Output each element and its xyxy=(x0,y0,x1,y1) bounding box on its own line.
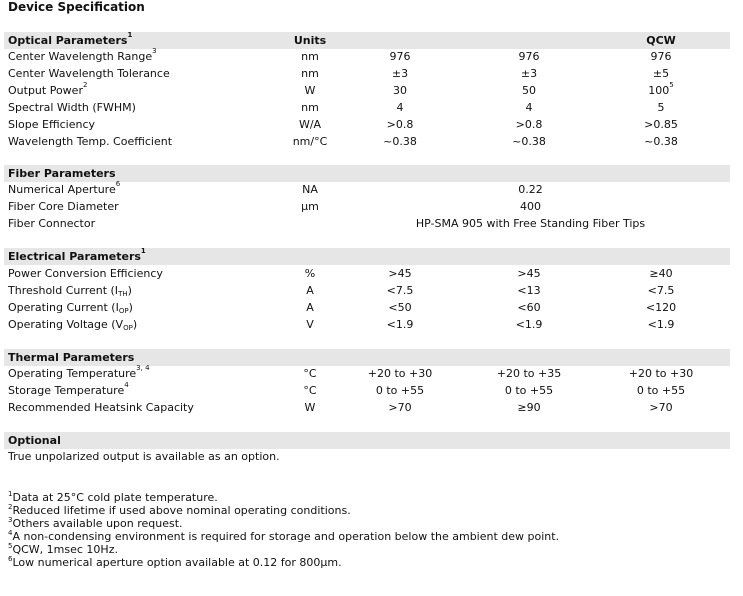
row-label xyxy=(8,116,95,133)
footnote xyxy=(8,530,559,543)
value-sup: 5 xyxy=(669,81,674,89)
row-label-text: Center Wavelength Range xyxy=(8,50,153,63)
row-label-text: Output Power xyxy=(8,84,83,97)
row-label-text: Recommended Heatsink Capacity xyxy=(8,401,194,414)
footnote-text: QCW, 1msec 10Hz. xyxy=(12,543,118,556)
value-cell: <120 xyxy=(645,301,677,314)
row-label xyxy=(8,99,136,116)
value-cell: <7.5 xyxy=(386,284,414,297)
value-cell: >45 xyxy=(388,267,412,280)
footnote-text: A non-condensing environment is required for storage and operation below the ambient dew point. xyxy=(12,530,560,543)
row-label-text: Slope Efficiency xyxy=(8,118,96,131)
value-cell: <1.9 xyxy=(386,318,414,331)
value-cell: 50 xyxy=(522,84,536,97)
row-label-text: Operating Temperature xyxy=(8,367,137,380)
thermal-section-header xyxy=(4,349,730,366)
row-label-text: Power Conversion Efficiency xyxy=(8,267,163,280)
footnote-number: 5 xyxy=(8,542,13,550)
unit-cell: °C xyxy=(303,384,317,397)
row-label xyxy=(8,198,119,215)
footnote-number: 1 xyxy=(8,490,13,498)
row-label xyxy=(8,215,95,232)
value-cell: <1.9 xyxy=(647,318,675,331)
value-cell: 976 xyxy=(650,50,672,63)
row-label: Threshold Current $(I_{TH})$ xyxy=(8,284,132,298)
value-cell: 4 xyxy=(396,101,404,114)
table-row xyxy=(4,99,730,116)
optional-section-header xyxy=(4,432,730,449)
row-label-sup: 6 xyxy=(115,180,121,188)
row-label-sup: 3, 4 xyxy=(136,364,150,372)
value-cell: ~0.38 xyxy=(512,135,546,148)
value-cell: <60 xyxy=(517,301,541,314)
row-label: Operating Current $(I_{OP})$ xyxy=(8,301,133,315)
value-cell: 976 xyxy=(518,50,540,63)
unit-cell: A xyxy=(306,284,314,297)
row-label-text: Wavelength Temp. Coefficient xyxy=(8,135,173,148)
table-row xyxy=(4,181,730,198)
footnote xyxy=(8,543,559,556)
row-label xyxy=(8,48,157,65)
value-cell: ~0.38 xyxy=(383,135,417,148)
table-row xyxy=(4,316,730,333)
row-label-text: Fiber Core Diameter xyxy=(8,200,119,213)
unit-cell: % xyxy=(304,267,316,280)
value-cell: ±3 xyxy=(391,67,409,80)
unit-cell: nm xyxy=(301,67,319,80)
row-label-text: Storage Temperature xyxy=(8,384,125,397)
row-label-text: Operating Current (I xyxy=(8,301,119,314)
value-cell: 0 to +55 xyxy=(636,384,686,397)
value-cell: +20 to +30 xyxy=(628,367,694,380)
value-cell: ≥90 xyxy=(517,401,541,414)
value-cell: ≥40 xyxy=(649,267,673,280)
table-row xyxy=(4,265,730,282)
value-cell: ±5 xyxy=(652,67,670,80)
unit-cell: NA xyxy=(302,183,318,196)
value-cell: ~0.38 xyxy=(644,135,678,148)
table-row xyxy=(4,65,730,82)
value-cell: >45 xyxy=(517,267,541,280)
row-label xyxy=(8,82,87,99)
footnote-text: Others available upon request. xyxy=(12,517,183,530)
value-cell: 30 xyxy=(393,84,407,97)
row-label-text: Numerical Aperture xyxy=(8,183,116,196)
table-row xyxy=(4,382,730,399)
optical-section-header xyxy=(4,32,730,49)
value-cell: 0 to +55 xyxy=(375,384,425,397)
value-cell: >70 xyxy=(388,401,412,414)
table-row xyxy=(4,299,730,316)
table-row xyxy=(4,399,730,416)
fiber-section-header xyxy=(4,165,730,182)
page-title: Device Specification xyxy=(8,0,145,14)
row-label-text: Threshold Current (I xyxy=(8,284,119,297)
table-row xyxy=(4,116,730,133)
row-label: Operating Voltage $(V_{OP})$ xyxy=(8,318,138,332)
value-cell: <1.9 xyxy=(515,318,543,331)
footnote xyxy=(8,556,559,569)
row-label-sup: 4 xyxy=(124,381,129,389)
footnote xyxy=(8,517,559,530)
value-cell: 5 xyxy=(657,101,665,114)
table-row xyxy=(4,82,730,99)
optical-header-sup: 1 xyxy=(127,31,133,39)
row-label-sub: TH xyxy=(118,290,128,298)
thermal-header-label: Thermal Parameters xyxy=(8,351,135,364)
electrical-section-header xyxy=(4,248,730,265)
row-label-text: Center Wavelength Tolerance xyxy=(8,67,170,80)
unit-cell: °C xyxy=(303,367,317,380)
unit-cell: W/A xyxy=(298,118,322,131)
value-cell: +20 to +35 xyxy=(496,367,562,380)
value-cell: >0.8 xyxy=(515,118,543,131)
footnote-text: Reduced lifetime if used above nominal operating conditions. xyxy=(12,504,351,517)
row-label-text: Fiber Connector xyxy=(8,217,96,230)
value-cell: $100^5$ xyxy=(648,81,674,97)
value-cell: >70 xyxy=(649,401,673,414)
footnote-number: 2 xyxy=(8,503,13,511)
unit-cell: W xyxy=(304,84,316,97)
row-label xyxy=(8,365,150,382)
qcw-header: QCW xyxy=(646,34,676,47)
fiber-header-label: Fiber Parameters xyxy=(8,167,116,180)
row-label xyxy=(8,181,120,198)
row-label-sup: 3 xyxy=(152,47,157,55)
electrical-header-sup: 1 xyxy=(140,247,146,255)
row-label xyxy=(8,65,170,82)
units-header: Units xyxy=(293,34,327,47)
unit-cell: nm xyxy=(301,101,319,114)
value-cell: <13 xyxy=(517,284,541,297)
row-label-sub: OP xyxy=(123,324,133,332)
value-cell: >0.8 xyxy=(386,118,414,131)
footnote-text: Low numerical aperture option available at 0.12 for 800μm. xyxy=(12,556,342,569)
table-row xyxy=(4,133,730,150)
footnote-number: 6 xyxy=(8,555,13,563)
row-label xyxy=(8,265,163,282)
footnote-number: 3 xyxy=(8,516,13,524)
value-cell: +20 to +30 xyxy=(367,367,433,380)
footnote xyxy=(8,504,559,517)
table-row xyxy=(4,48,730,65)
row-label xyxy=(8,399,194,416)
optional-header-label: Optional xyxy=(8,434,61,447)
value-cell: 0 to +55 xyxy=(504,384,554,397)
footnote xyxy=(8,491,559,504)
value-cell: ±3 xyxy=(520,67,538,80)
table-row xyxy=(4,282,730,299)
unit-cell: A xyxy=(306,301,314,314)
row-label-text: Operating Voltage (V xyxy=(8,318,124,331)
row-label xyxy=(8,133,172,150)
footnotes xyxy=(8,491,559,569)
value-cell: 400 xyxy=(520,200,541,213)
value-cell: >0.85 xyxy=(644,118,678,131)
table-row xyxy=(4,215,730,232)
unit-cell: nm xyxy=(301,50,319,63)
value-cell: 4 xyxy=(525,101,533,114)
row-label-text: Spectral Width (FWHM) xyxy=(8,101,136,114)
table-row xyxy=(4,365,730,382)
unit-cell: μm xyxy=(301,200,319,213)
value-cell: <7.5 xyxy=(647,284,675,297)
row-label-sup: 2 xyxy=(82,81,88,89)
value-cell: <50 xyxy=(388,301,412,314)
unit-cell: V xyxy=(306,318,314,331)
electrical-header-label: Electrical Parameters xyxy=(8,250,141,263)
unit-cell: nm/°C xyxy=(292,135,328,148)
value-cell: 0.22 xyxy=(518,183,543,196)
value-cell: 976 xyxy=(389,50,411,63)
value-cell: HP-SMA 905 with Free Standing Fiber Tips xyxy=(415,217,646,230)
unit-cell: W xyxy=(304,401,316,414)
footnote-text: Data at 25°C cold plate temperature. xyxy=(12,491,218,504)
table-row xyxy=(4,198,730,215)
row-label xyxy=(8,382,129,399)
row-label-sub: OP xyxy=(118,307,129,315)
optical-header-label: Optical Parameters xyxy=(8,34,128,47)
optional-text: True unpolarized output is available as an option. xyxy=(8,450,280,463)
footnote-number: 4 xyxy=(8,529,13,537)
